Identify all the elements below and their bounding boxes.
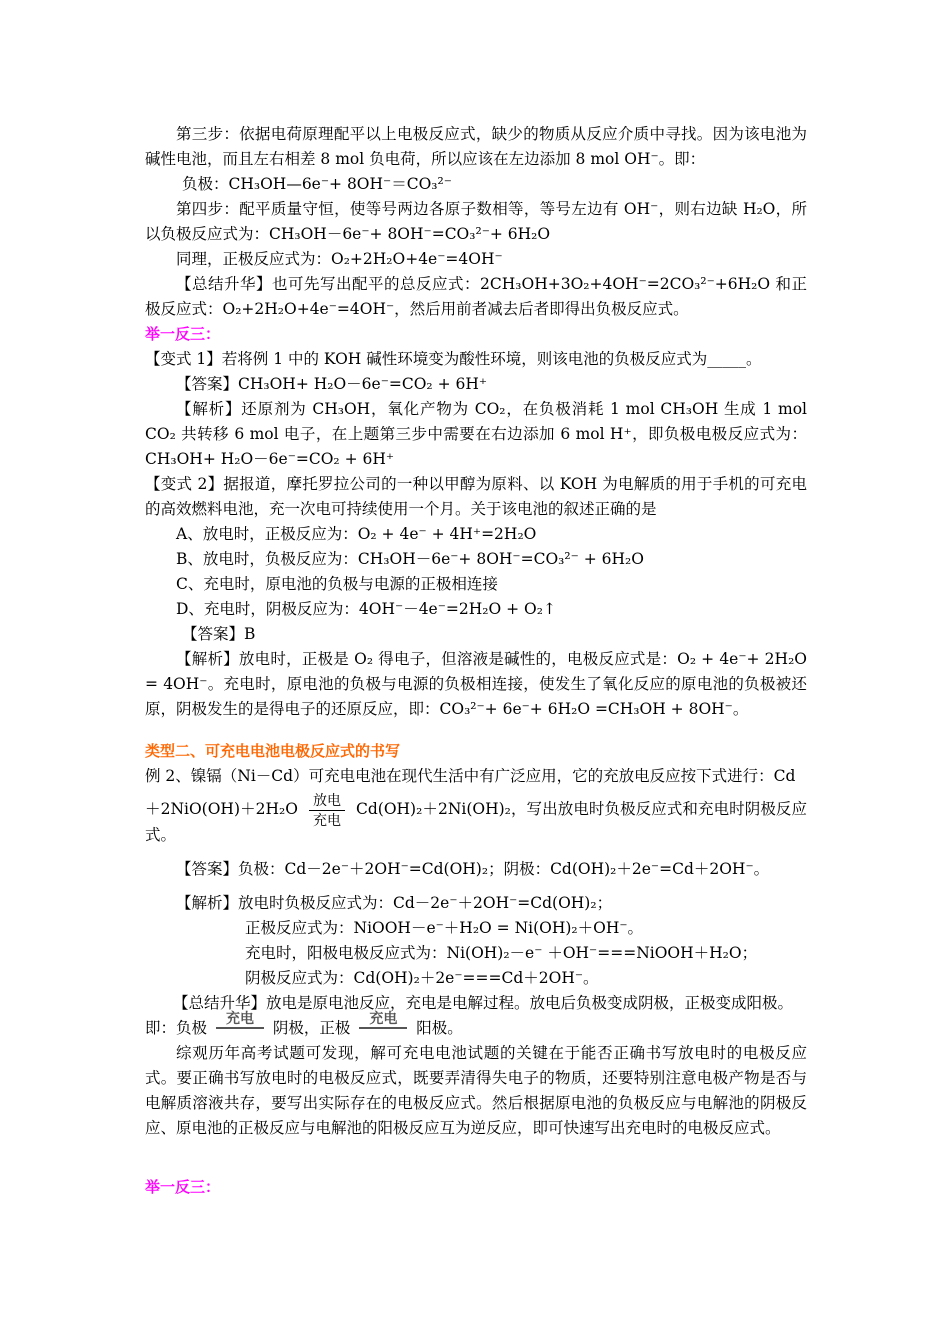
equation-left: ＋2NiO(OH)＋2H₂O xyxy=(145,800,298,818)
equation-right: Cd(OH)₂＋2Ni(OH)₂，写出放电时负极反应式和充电时阴极反应式。 xyxy=(145,800,807,844)
example2-answer: 【答案】负极：Cd－2e⁻＋2OH⁻=Cd(OH)₂；阴极：Cd(OH)₂＋2e⁻=Cd＋2OH⁻。 xyxy=(176,859,770,878)
variant2-analysis: 【解析】放电时，正极是 O₂ 得电子，但溶液是碱性的，电极反应式是：O₂ + 4e⁻+ 2H₂O = 4OH⁻。充电时，原电池的负极与电源的负极相连接，使发生了氧化反应的原电池的负极被还原，阴极发生的是得电子的还原反应，即：CO₃²⁻+ 6e⁻+ 6H₂O =CH₃OH + 8OH⁻。 xyxy=(145,650,807,718)
arrow-label-charge: 充电 xyxy=(312,812,341,829)
variant2-answer: 【答案】B xyxy=(182,625,256,643)
practice-heading: 举一反三： xyxy=(145,325,221,343)
summary2-text-b: 阴极，正极 xyxy=(272,1018,351,1037)
option-d: D、充电时，阴极反应为：4OH⁻－4e⁻=2H₂O + O₂↑ xyxy=(176,600,556,618)
summary2-text-c: 阳极。 xyxy=(416,1018,463,1037)
negative-electrode-equation: 负极：CH₃OH—6e⁻+ 8OH⁻＝CO₃²⁻ xyxy=(182,175,452,193)
overview-paragraph: 综观历年高考试题可发现，解可充电电池试题的关键在于能否正确书写放电时的电极反应式。要正确书写放电时的电极反应式，既要弄清得失电子的物质，还要特别注意电极产物是否与电解质溶液共存，要写出实际存在的电极反应式。然后根据原电池的负极反应与电解池的阴极反应、原电池的正极反应与电解池的阳极反应互为逆反应，即可快速写出充电时的电极反应式。 xyxy=(145,1043,807,1137)
practice-heading-2: 举一反三： xyxy=(145,1177,221,1196)
example2-analysis-line4: 阴极反应式为：Cd(OH)₂＋2e⁻===Cd＋2OH⁻。 xyxy=(245,968,599,987)
summary2-text-a: 即：负极 xyxy=(145,1018,208,1037)
variant1-question: 【变式 1】若将例 1 中的 KOH 碱性环境变为酸性环境，则该电池的负极反应式为_____。 xyxy=(145,350,762,368)
step4-paragraph: 第四步：配平质量守恒，使等号两边各原子数相等，等号左边有 OH⁻，则右边缺 H₂O，所以负极反应式为：CH₃OH－6e⁻+ 8OH⁻=CO₃²⁻+ 6H₂O xyxy=(145,200,807,243)
positive-electrode-equation: 同理，正极反应式为：O₂+2H₂O+4e⁻=4OH⁻ xyxy=(176,250,503,268)
summary-paragraph: 【总结升华】也可先写出配平的总反应式：2CH₃OH+3O₂+4OH⁻=2CO₃²⁻+6H₂O 和正极反应式：O₂+2H₂O+4e⁻=4OH⁻，然后用前者减去后者即得出负极反应式。 xyxy=(145,275,807,318)
example2-analysis-line2: 正极反应式为：NiOOH－e⁻＋H₂O = Ni(OH)₂＋OH⁻。 xyxy=(245,918,644,937)
example2-equation xyxy=(145,792,807,848)
example2-analysis-line3: 充电时，阳极电极反应式为：Ni(OH)₂－e⁻ ＋OH⁻===NiOOH＋H₂O； xyxy=(245,943,758,962)
reversible-arrow xyxy=(303,792,351,829)
charge-arrow-2-label: 充电 xyxy=(369,1010,398,1027)
document-body xyxy=(145,122,807,1200)
summary2-line1: 【总结升华】放电是原电池反应，充电是电解过程。放电后负极变成阴极，正极变成阳极。 xyxy=(173,993,794,1012)
option-a: A、放电时，正极反应为：O₂ + 4e⁻ + 4H⁺=2H₂O xyxy=(176,525,537,543)
arrow-label-discharge: 放电 xyxy=(312,792,341,809)
section-heading-type2: 类型二、可充电电池电极反应式的书写 xyxy=(145,742,401,760)
charge-arrow-2 xyxy=(355,1010,411,1039)
step3-paragraph: 第三步：依据电荷原理配平以上电极反应式，缺少的物质从反应介质中寻找。因为该电池为碱性电池，而且左右相差 8 mol 负电荷，所以应该在左边添加 8 mol OH⁻。即： xyxy=(145,125,807,168)
example2-question: 例 2、镍镉（Ni－Cd）可充电电池在现代生活中有广泛应用，它的充放电反应按下式进行：Cd xyxy=(145,767,796,785)
variant1-analysis: 【解析】还原剂为 CH₃OH，氧化产物为 CO₂，在负极消耗 1 mol CH₃OH 生成 1 mol CO₂ 共转移 6 mol 电子，在上题第三步中需要在右边添加 6 mol H⁺，即负极电极反应式为：CH₃OH+ H₂O－6e⁻=CO₂ + 6H⁺ xyxy=(145,400,807,468)
option-b: B、放电时，负极反应为：CH₃OH－6e⁻+ 8OH⁻=CO₃²⁻ + 6H₂O xyxy=(176,550,644,568)
option-c: C、充电时，原电池的负极与电源的正极相连接 xyxy=(176,575,498,593)
charge-arrow-1 xyxy=(212,1010,268,1039)
variant2-question: 【变式 2】据报道，摩托罗拉公司的一种以甲醇为原料、以 KOH 为电解质的用于手机的可充电的高效燃料电池，充一次电可持续使用一个月。关于该电池的叙述正确的是 xyxy=(145,475,807,518)
example2-analysis-line1: 【解析】放电时负极反应式为：Cd－2e⁻＋2OH⁻=Cd(OH)₂； xyxy=(176,893,613,912)
variant1-answer: 【答案】CH₃OH+ H₂O－6e⁻=CO₂ + 6H⁺ xyxy=(176,375,488,393)
summary2-line2 xyxy=(145,1010,807,1041)
charge-arrow-1-label: 充电 xyxy=(225,1010,254,1027)
